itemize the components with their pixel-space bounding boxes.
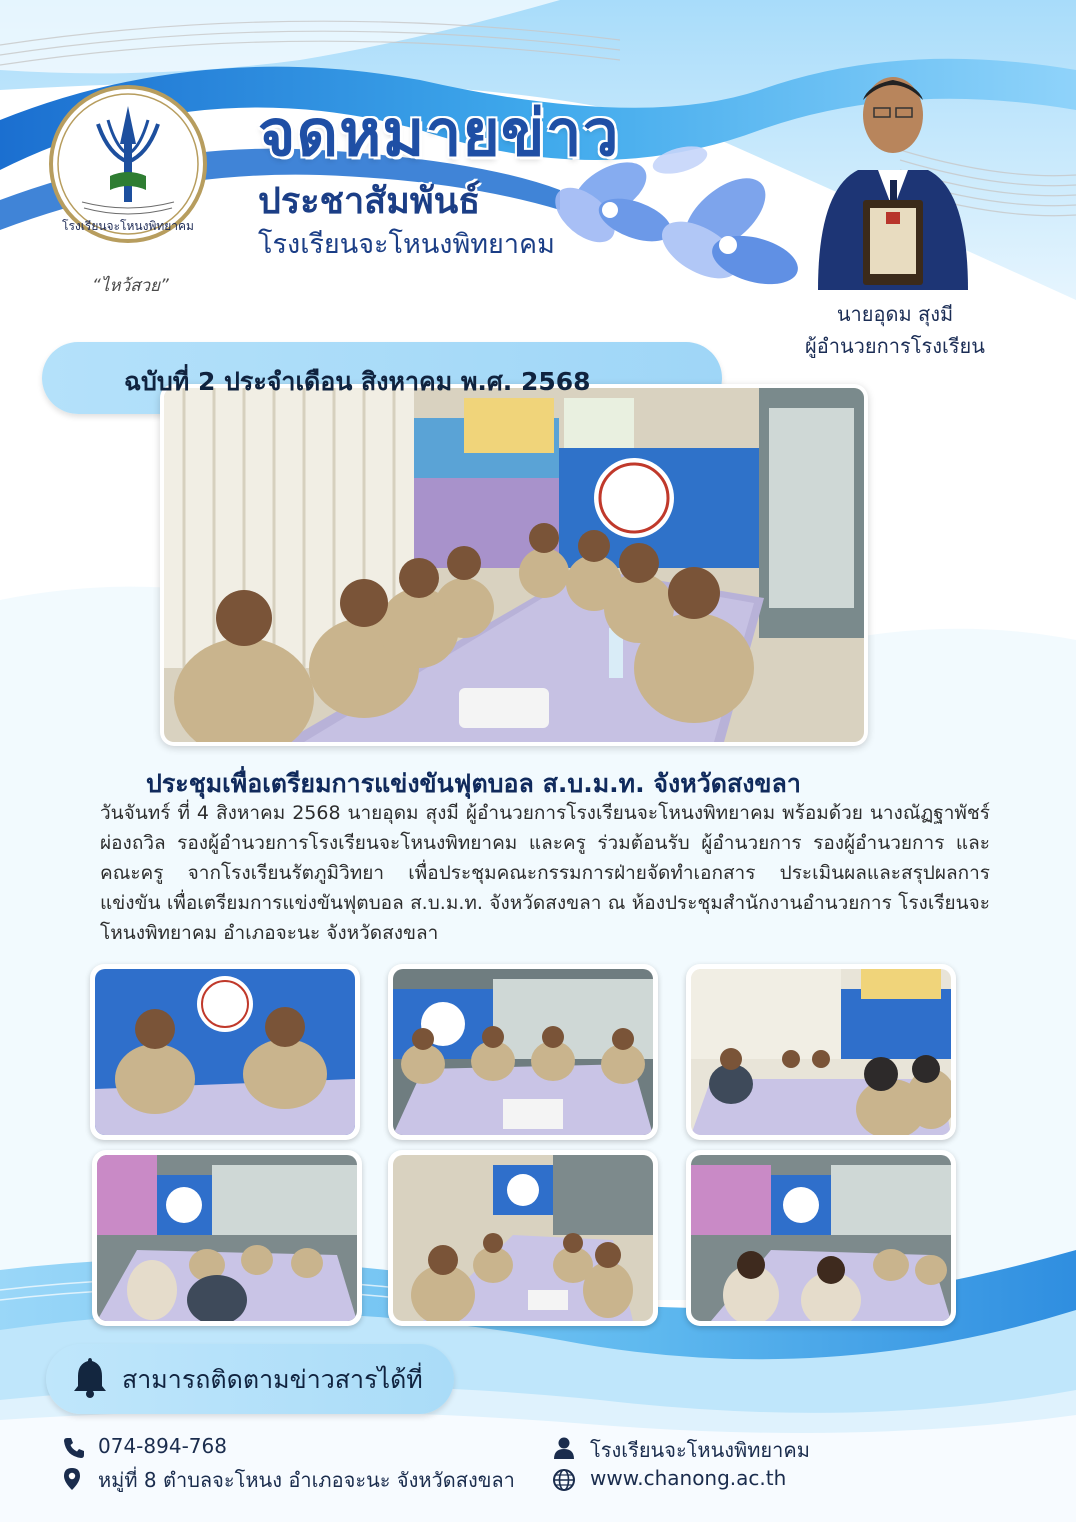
gallery-photo [686,1150,956,1326]
bell-icon [72,1356,108,1398]
article-title: ประชุมเพื่อเตรียมการแข่งขันฟุตบอล ส.บ.ม.ท. จังหวัดสงขลา [146,769,801,798]
main-meeting-photo [160,384,868,746]
gallery-photo [388,964,658,1140]
globe-icon [552,1468,576,1492]
gallery-photo [686,964,956,1140]
director-title: ผู้อำนวยการโรงเรียน [805,334,985,358]
phone-number: 074-894-768 [98,1434,227,1458]
school-motto: “ไหว้สวย” [92,276,169,296]
person-icon [552,1436,576,1460]
gallery-photo [90,964,360,1140]
logo-text: โรงเรียนจะโหนงพิทยาคม [62,219,194,233]
address: หมู่ที่ 8 ตำบลจะโหนง อำเภอจะนะ จังหวัดสงขลา [98,1468,515,1492]
director-name: นายอุดม สุงมี [836,302,954,326]
location-icon [60,1467,84,1491]
school-logo [48,84,208,244]
issue-label: ฉบับที่ 2 ประจำเดือน สิงหาคม พ.ศ. 2568 [124,367,591,396]
facebook-page[interactable]: โรงเรียนจะโหนงพิทยาคม [590,1438,810,1462]
newsletter-title: จดหมายข่าว [258,97,620,171]
gallery-photo [92,1150,362,1326]
newsletter-subtitle: ประชาสัมพันธ์ [258,181,481,222]
follow-label: สามารถติดตามข่าวสารได้ที่ [122,1365,423,1394]
school-name: โรงเรียนจะโหนงพิทยาคม [258,229,555,260]
director-photo [808,40,978,290]
gallery-photo [388,1150,658,1326]
phone-icon [62,1436,86,1460]
article-body: วันจันทร์ ที่ 4 สิงหาคม 2568 นายอุดม สุงมี ผู้อำนวยการโรงเรียนจะโหนงพิทยาคม พร้อมด้วย นางณัฏฐาพัชร์ ผ่องถวิล รองผู้อำนวยการโรงเรียนจะโหนงพิทยาคม และครู ร่วมต้อนรับ ผู้อำนวยการ รองผู้อำนวยการ และคณะครู จากโรงเรียนรัตภูมิวิทยา เพื่อประชุมคณะกรรมการฝ่ายจัดทำเอกสาร ประเมินผลและสรุปผลการแข่งขัน เพื่อเตรียมการแข่งขันฟุตบอล ส.บ.ม.ท. จังหวัดสงขลา ณ ห้องประชุมสำนักงานอำนวยการ โรงเรียนจะโหนงพิทยาคม อำเภอจะนะ จังหวัดสงขลา [100,802,990,944]
website-link[interactable]: www.chanong.ac.th [590,1466,787,1490]
